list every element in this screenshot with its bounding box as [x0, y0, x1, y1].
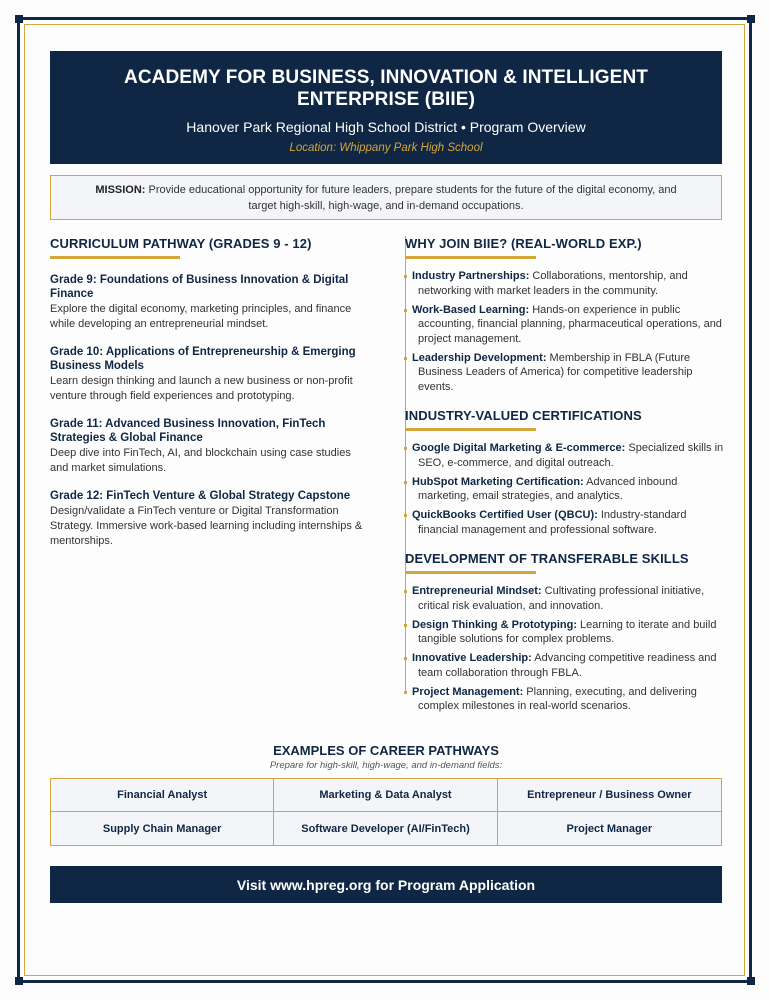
list-item: Entrepreneurial Mindset: Cultivating professional initiative, critical risk evaluation, and innovation.: [412, 584, 725, 613]
career-cell: Project Manager: [498, 812, 721, 845]
list-item: Leadership Development: Membership in FBLA (Future Business Leaders of America) for competitive leadership events.: [412, 351, 725, 395]
curriculum-title: CURRICULUM PATHWAY (GRADES 9 - 12): [50, 236, 312, 251]
page-subtitle: Hanover Park Regional High School District • Program Overview: [186, 119, 586, 135]
grade-text: Design/validate a FinTech venture or Digital Transformation Strategy. Immersive work-based learning including internships & mentorships.: [50, 505, 363, 547]
bullet-icon: [404, 357, 407, 360]
corner-decoration: [747, 977, 755, 985]
mission-label: MISSION:: [95, 184, 146, 196]
section-underline: [406, 428, 536, 431]
career-cell: Financial Analyst: [51, 779, 274, 812]
why-join-title: WHY JOIN BIIE? (REAL-WORLD EXP.): [405, 236, 642, 251]
career-pathways-title: EXAMPLES OF CAREER PATHWAYS: [273, 743, 499, 758]
list-item: Work-Based Learning: Hands-on experience in public accounting, financial planning, pharmaceutical operations, and project management.: [412, 303, 725, 347]
bullet-icon: [404, 481, 407, 484]
certifications-section: [406, 408, 725, 537]
career-cell: Marketing & Data Analyst: [274, 779, 497, 812]
corner-decoration: [15, 977, 23, 985]
skills-section: [406, 551, 725, 714]
corner-decoration: [15, 15, 23, 23]
grade-text: Explore the digital economy, marketing principles, and finance while developing an entrepreneurial mindset.: [50, 303, 352, 330]
career-grid: [50, 778, 722, 846]
bullet-icon: [404, 309, 407, 312]
grade-block: [50, 417, 370, 476]
certifications-title: INDUSTRY-VALUED CERTIFICATIONS: [405, 408, 642, 423]
grade-title: Grade 9: Foundations of Business Innovation & Digital Finance: [50, 274, 349, 300]
career-cell: Supply Chain Manager: [51, 812, 274, 845]
bullet-icon: [404, 657, 407, 660]
mission-box: [50, 175, 722, 220]
curriculum-section: [50, 236, 370, 549]
section-underline: [50, 256, 180, 259]
location-text: Location: Whippany Park High School: [289, 142, 483, 154]
page-title: ACADEMY FOR BUSINESS, INNOVATION & INTELLIGENT ENTERPRISE (BIIE): [124, 67, 648, 110]
header-banner: [50, 51, 722, 164]
list-item: Project Management: Planning, executing, and delivering complex milestones in real-world scenarios.: [412, 685, 725, 714]
career-cell: Entrepreneur / Business Owner: [498, 779, 721, 812]
grade-text: Learn design thinking and launch a new business or non-profit venture through field experiences and prototyping.: [50, 375, 353, 402]
why-join-section: [406, 236, 725, 394]
corner-decoration: [747, 15, 755, 23]
grade-block: [50, 345, 370, 404]
grade-title: Grade 12: FinTech Venture & Global Strategy Capstone: [50, 490, 351, 502]
grade-block: [50, 489, 370, 549]
section-underline: [406, 256, 536, 259]
list-item: Design Thinking & Prototyping: Learning to iterate and build tangible solutions for complex problems.: [412, 618, 725, 647]
bullet-icon: [404, 514, 407, 517]
list-item: Google Digital Marketing & E-commerce: Specialized skills in SEO, e-commerce, and digital outreach.: [412, 441, 725, 470]
benefits-column: [405, 236, 725, 712]
bullet-icon: [404, 590, 407, 593]
career-pathways-heading: [50, 743, 722, 771]
bullet-icon: [404, 275, 407, 278]
bullet-icon: [404, 624, 407, 627]
grade-title: Grade 10: Applications of Entrepreneurship & Emerging Business Models: [50, 346, 356, 372]
skills-title: DEVELOPMENT OF TRANSFERABLE SKILLS: [405, 551, 689, 566]
grade-title: Grade 11: Advanced Business Innovation, FinTech Strategies & Global Finance: [50, 418, 326, 444]
mission-text: Provide educational opportunity for future leaders, prepare students for the future of the digital economy, and target high-skill, high-wage, and in-demand occupations.: [145, 184, 677, 212]
career-pathways-subtitle: Prepare for high-skill, high-wage, and in-demand fields:: [269, 760, 503, 771]
list-item: Innovative Leadership: Advancing competitive readiness and team collaboration through FBLA.: [412, 651, 725, 680]
section-underline: [406, 571, 536, 574]
list-item: Industry Partnerships: Collaborations, mentorship, and networking with market leaders in the community.: [412, 269, 725, 298]
career-cell: Software Developer (AI/FinTech): [274, 812, 497, 845]
list-item: QuickBooks Certified User (QBCU): Industry-standard financial management and professional software.: [412, 508, 725, 537]
list-item: HubSpot Marketing Certification: Advanced inbound marketing, email strategies, and analytics.: [412, 475, 725, 504]
application-link-banner[interactable]: Visit www.hpreg.org for Program Application: [50, 866, 722, 903]
grade-text: Deep dive into FinTech, AI, and blockchain using case studies and market simulations.: [50, 447, 351, 474]
bullet-icon: [404, 691, 407, 694]
bullet-icon: [404, 447, 407, 450]
grade-block: [50, 273, 370, 332]
